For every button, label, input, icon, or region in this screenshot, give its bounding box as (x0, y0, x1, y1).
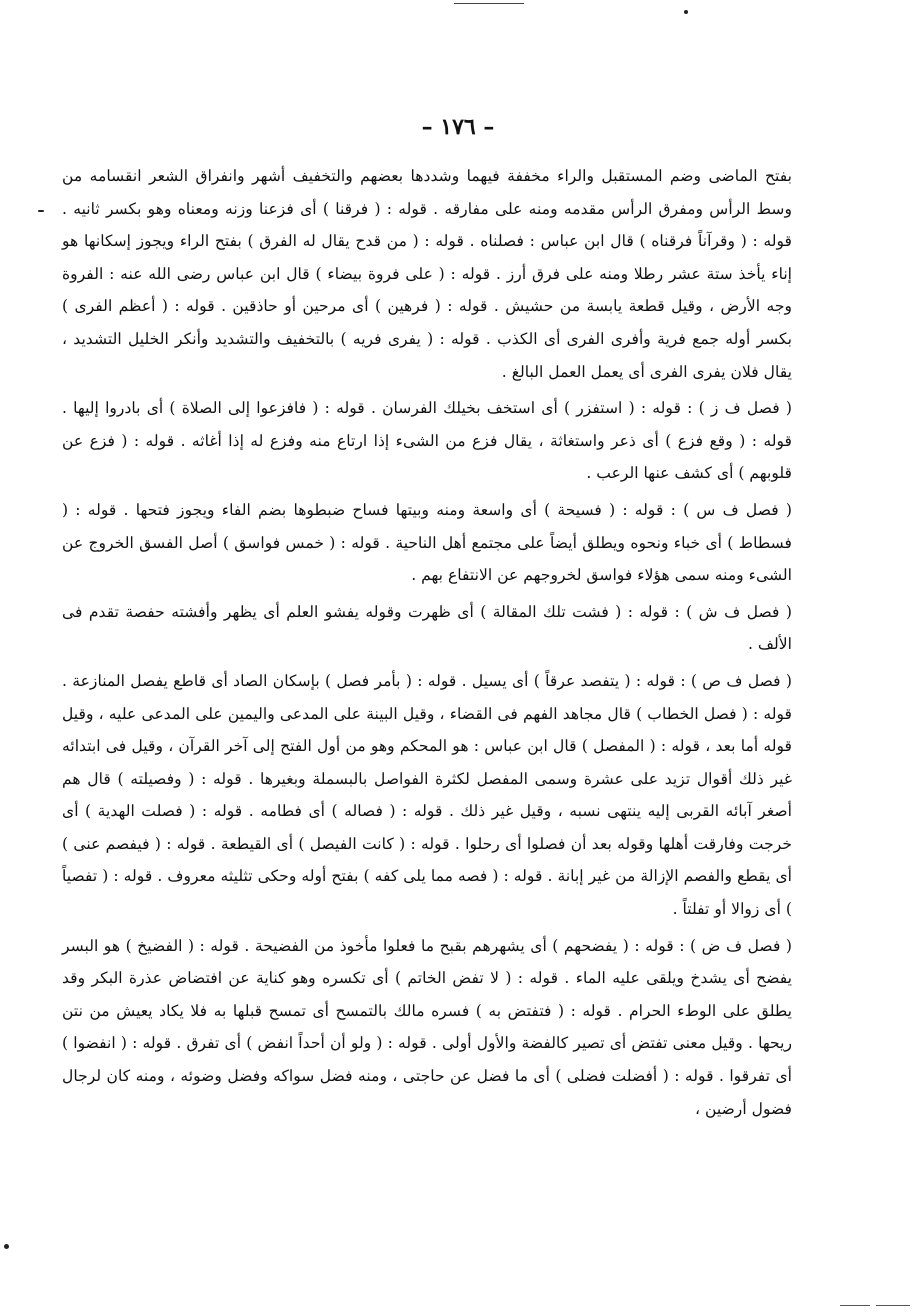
scan-speck (38, 210, 44, 212)
bottom-edge-mark (876, 1305, 910, 1306)
top-edge-mark (454, 3, 524, 4)
scan-speck (684, 10, 688, 14)
paragraph-section-fa-sin: ( فصل ف س ) : قوله : ( فسيحة ) أى واسعة ومنه وبيتها فساح ضبطوها بضم الفاء ويجوز فتحها . قوله : ( فسطاط ) أى خباء ونحوه ويطلق أيضاً على مجتمع أهل الناحية . قوله : ( خمس فواسق ) أصل الفسق الخروج عن الشىء ومنه سمى هؤلاء فواسق لخروجهم عن الانتفاع بهم . (62, 500, 792, 585)
paragraph-section-fa-sad: ( فصل ف ص ) : قوله : ( يتفصد عرقاً ) أى يسيل . قوله : ( بأمر فصل ) بإسكان الصاد أى قاطع يفصل المنازعة . قوله : ( فصل الخطاب ) قال مجاهد الفهم فى القضاء ، وقيل البينة على المدعى واليمين على المدعى عليه ، وقيل قوله أما بعد ، قوله : ( المفصل ) قال ابن عباس : هو المحكم وهو من أول الفتح إلى آخر القرآن ، وقيل فى ابتدائه غير ذلك أقوال تزيد على عشرة وسمى المفصل لكثرة الفواصل بالبسملة وبغيرها . قوله : ( وفصيلته ) قال هم أصغر آبائه القربى إليه ينتهى نسبه ، وقيل غير ذلك . قوله : ( فصاله ) أى فطامه . قوله : ( فصلت الهدية ) أى خرجت وفارقت أهلها وقوله بعد أن فصلوا أى رحلوا . قوله : ( كانت الفيصل ) أى القيطعة . قوله : ( فيفصم عنى ) أى يقطع والفصم الإزالة من غير إبانة . قوله : ( فصه مما يلى كفه ) بفتح أوله وحكى تثليثه معروف . قوله : ( تفصياً ) أى زوالا أو تفلتاً . (62, 671, 792, 919)
paragraph-section-fa-zay: ( فصل ف ز ) : قوله : ( استفزر ) أى استخف بخيلك الفرسان . قوله : ( فافزعوا إلى الصلاة ) أى بادروا إليها . قوله : ( وقع فزع ) أى ذعر واستغاثة ، يقال فزع من الشىء إذا ارتاع منه وفزع له إذا أغاثه . قوله : ( فزع عن قلوبهم ) أى كشف عنها الرعب . (62, 399, 792, 483)
bottom-edge-mark (840, 1305, 870, 1306)
page-body (62, 160, 792, 1125)
paragraph-section-fa-shin: ( فصل ف ش ) : قوله : ( فشت تلك المقالة ) أى ظهرت وقوله يفشو العلم أى يظهر وأفشته حفصة تقدم فى الألف . (62, 602, 792, 654)
paragraph-intro: بفتح الماضى وضم المستقبل والراء مخففة فيهما وشددها بعضهم والتخفيف أشهر وانفراق الشعر انقسامه من وسط الرأس ومفرق الرأس مقدمه ومنه على مفارقه . قوله : ( فرقنا ) أى فزعنا وزنه ومعناه وهو بكسر ثانيه . قوله : ( وقرآناً فرقناه ) قال ابن عباس : فصلناه . قوله : ( من قدح يقال له الفرق ) بفتح الراء ويجوز إسكانها هو إناء يأخذ ستة عشر رطلا ومنه على فرق أرز . قوله : ( على فروة بيضاء ) قال ابن عباس رضى الله عنه : الفروة وجه الأرض ، وقيل قطعة يابسة من حشيش . قوله : ( فرهين ) أى مرحين أو حاذقين . قوله : ( أعظم الفرى ) بكسر أوله جمع فرية وأفرى الفرى أى الكذب . قوله : ( يفرى فريه ) بالتخفيف والتشديد وأنكر الخليل التشديد ، يقال فلان يفرى الفرى أى يعمل العمل البالغ . (62, 167, 792, 381)
scan-speck (4, 1244, 9, 1249)
paragraph-section-fa-dad: ( فصل ف ض ) : قوله : ( يفضحهم ) أى يشهرهم بقبح ما فعلوا مأخوذ من الفضيحة . قوله : ( الفضيخ ) هو البسر يفضح أى يشدخ ويلقى عليه الماء . قوله : ( لا تفض الخاتم ) أى تكسره وهو كناية عن افتضاض عذرة البكر وقد يطلق على الوطء الحرام . قوله : ( فتفتض به ) فسره مالك بالتمسح أى تمسح قبلها به فلا يكاد يعيش من نتن ريحها . وقيل معنى تفتض أى تصير كالفضة والأول أولى . قوله : ( ولو أن أحداً انفض ) أى تفرق . قوله : ( انفضوا ) أى تفرقوا . قوله : ( أفضلت فضلى ) أى ما فضل عن حاجتى ، ومنه فضل سواكه وفضل وضوئه ، ومنه كان لرجال فضول أرضين ، (62, 936, 792, 1118)
page-number: – ١٧٦ – (421, 114, 495, 140)
